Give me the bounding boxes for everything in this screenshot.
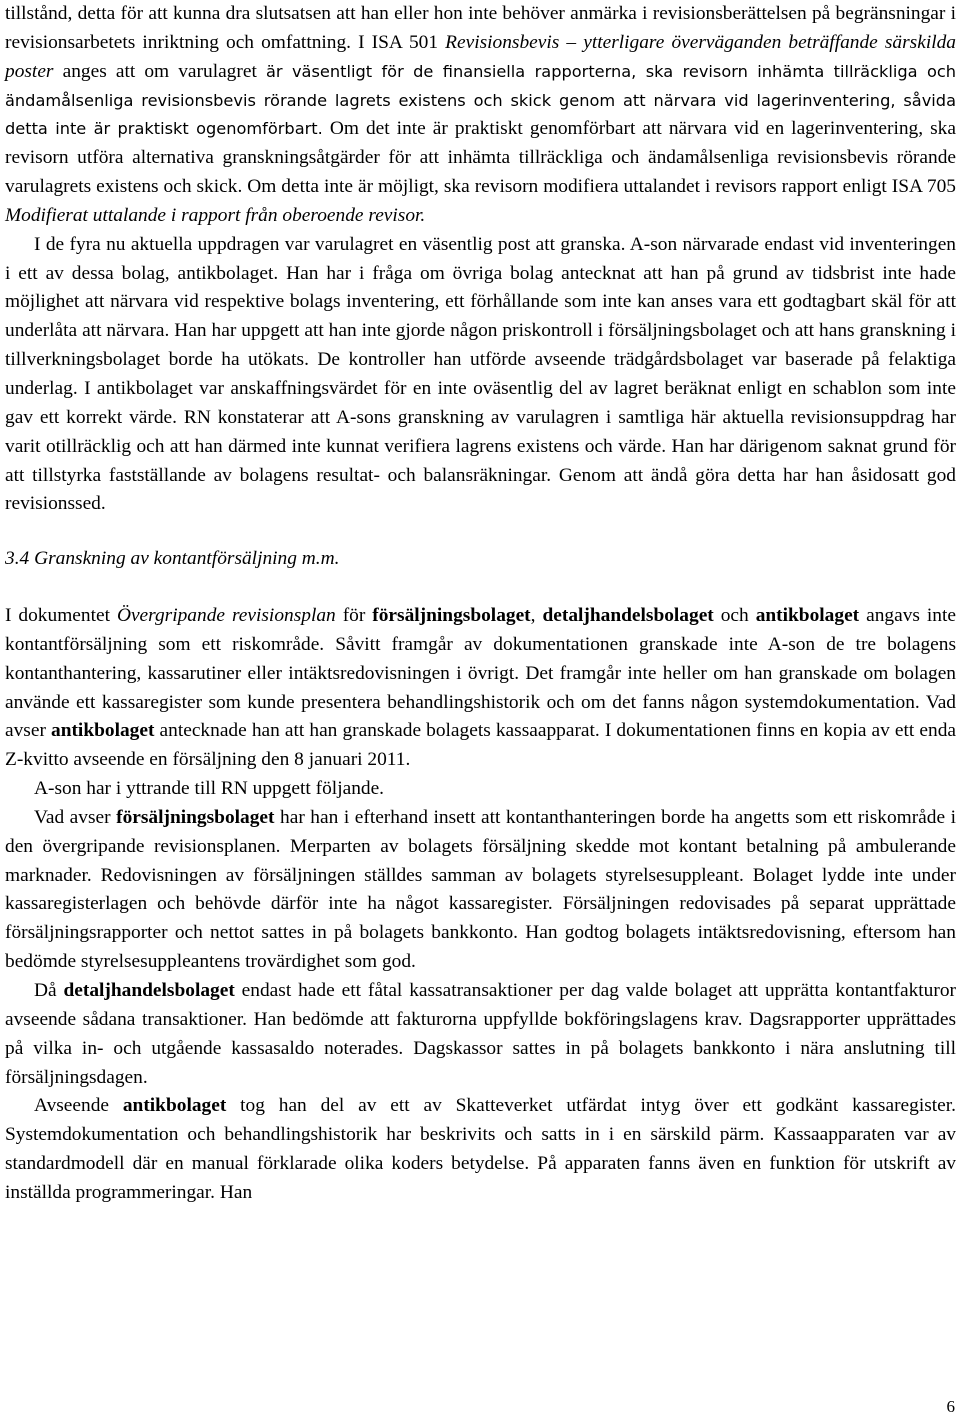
text-run: Då [34, 980, 64, 1001]
text-run: Om det inte är praktiskt genomförbart att närvara vid en lagerinventering, ska revisorn utföra alternativa granskningsåtgärder för att inhämta tillräckliga och ändamålsenliga revisionsbevis rörande varulagrets existens och skick. Om detta inte är möjligt, ska revisorn modifiera uttalandet i revisors rapport enligt ISA 705 [5, 118, 956, 198]
bold-company-name: antikbolaget [122, 1095, 227, 1117]
text-run: antecknade han att han granskade bolagets kassaapparat. I dokumentationen finns en kopia av ett enda Z-kvitto avseende en försäljning den 8 januari 2011. [5, 720, 956, 771]
bold-company-name: detaljhandelsbolaget [542, 605, 714, 627]
text-run: tog han del av ett av Skatteverket utfärdat intyg över ett godkänt kassaregister. Systemdokumentation och behandlingshistorik har beskrivits och satts in i en särskild pärm. Kassaapparaten var av standardmodell där en manual förklarade olika koders betydelse. På apparaten fanns även en funktion för utskrift av inställda programmeringar. Han [5, 1095, 956, 1203]
bold-company-name: detaljhandelsbolaget [63, 980, 235, 1001]
italic-title-isa-705: Modifierat uttalande i rapport från oberoende revisor. [5, 204, 426, 226]
paragraph-forsaljningsbolaget [5, 804, 956, 977]
text-run: Vad avser [34, 806, 117, 828]
text-run: och [713, 605, 756, 627]
paragraph-yttrande: A-son har i yttrande till RN uppgett följande. [34, 778, 385, 800]
page-number: 6 [946, 1397, 955, 1416]
italic-plan-title: Övergripande revisionsplan [116, 605, 336, 627]
text-run: har han i efterhand insett att kontanthanteringen borde ha angetts som ett riskområde i den övergripande revisionsplanen. Merparten av bolagets försäljning skedde mot kontant betalning på ambulerande marknader. Redovisningen av försäljningen ställdes samman av bolagets styrelsesuppleant. Bolaget lydde inte under kassaregisterlagen och behövde därför inte ha något kassaregister. Försäljningen redovisades på separat upprättade försäljningsrapporter och nettot sattes in på bolagets bankkonto. Han godtog bolagets intäktsredovisning, eftersom han bedömde styrelsesuppleantens trovärdighet som god. [5, 806, 956, 973]
text-run: anges att om varulagret [53, 60, 257, 82]
text-run: Avseende [34, 1095, 123, 1117]
text-run: , [530, 605, 543, 627]
paragraph-varulager: I de fyra nu aktuella uppdragen var varulagret en väsentlig post att granska. A-son närvarade endast vid inventeringen i ett av dessa bolag, antikbolaget. Han har i fråga om övriga bolag antecknat att han på grund av tidsbrist inte hade möjlighet att närvara vid respektive bolags inventering, ett förhållande som inte kan anses vara ett godtagbart skäl för att underlåta att närvara. Han har uppgett att han inte gjorde någon priskontroll i försäljningsbolaget och att hans granskning i tillverkningsbolaget borde ha utökats. De kontroller han utförde avseende trädgårdsbolaget var baserade på felaktiga underlag. I antikbolaget var anskaffningsvärdet för en inte oväsentlig del av lagret beräknat enligt en schablon som inte gav ett korrekt värde. RN konstaterar att A-sons granskning av varulagren i samtliga här aktuella revisionsuppdrag har varit otillräcklig och att han därmed inte kunnat verifiera lagrens existens och värde. Han har därigenom saknat grund för att tillstyrka fastställande av bolagens resultat- och balansräkningar. Genom att ändå göra detta har han åsidosatt god revisionssed. [5, 233, 956, 515]
italic-title-isa-501: Revisionsbevis – ytterligare överväganden beträffande särskilda poster [5, 31, 956, 82]
paragraph-antikbolaget [5, 1092, 956, 1207]
section-heading: 3.4 Granskning av kontantförsäljning m.m. [5, 548, 340, 570]
bold-company-name: försäljningsbolaget [116, 806, 275, 828]
paragraph-revisionsplan [5, 602, 956, 775]
text-run-sans: är väsentligt för de finansiella rapporterna, ska revisorn inhämta tillräckliga och ändamålsenliga revisionsbevis rörande lagrets existens och skick genom att närvara vid lagerinventering, såvida detta inte är praktiskt ogenomförbart. [5, 61, 957, 139]
text-run: tillstånd, detta för att kunna dra slutsatsen att han eller hon inte behöver anmärka i revisionsberättelsen på begränsningar i revisionsarbetets inriktning och omfattning. I ISA 501 [5, 3, 956, 53]
text-run: för [335, 605, 373, 627]
text-run: endast hade ett fåtal kassatransaktioner per dag valde bolaget att upprätta kontantfakturor avseende sådana transaktioner. Han bedömde att fakturorna uppfyllde bokföringslagens krav. Dagsrapporter upprättades på vilka in- och utgående kassasaldo noterades. Dagskassor sattes in på bolagets bankkonto i nära anslutning till försäljningsdagen. [5, 980, 956, 1088]
bold-company-name: försäljningsbolaget [372, 605, 531, 627]
bold-company-name: antikbolaget [755, 605, 860, 627]
text-run: I dokumentet [5, 605, 117, 627]
bold-company-name: antikbolaget [51, 720, 155, 742]
paragraph-detaljhandelsbolaget [5, 977, 956, 1092]
text-run: angavs inte kontantförsäljning som ett riskområde. Såvitt framgår av dokumentationen granskade inte A-son de tre bolagens kontanthantering, kassarutiner eller intäktsredovisningen i övrigt. Det framgår inte heller om han granskade om bolagen använde ett kassaregister som kunde presentera behandlingshistorik och om det fanns någon systemdokumentation. Vad avser [5, 605, 956, 742]
paragraph-isa-501 [5, 0, 956, 231]
